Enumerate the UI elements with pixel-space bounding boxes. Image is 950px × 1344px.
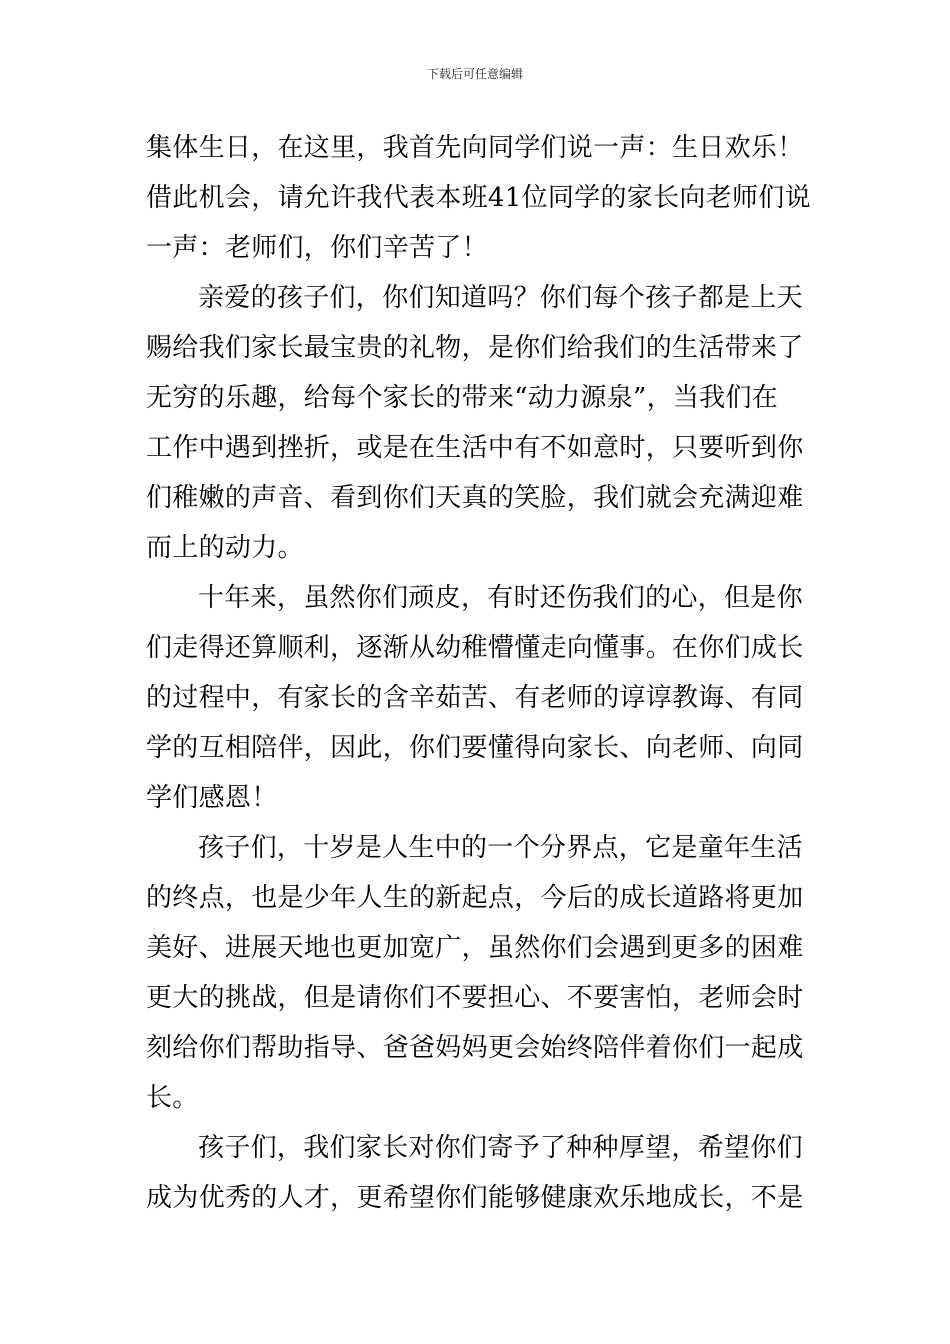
text-line: 孩子们，我们家长对你们寄予了种种厚望，希望你们 bbox=[198, 1133, 803, 1163]
text-line: 们稚嫩的声音、看到你们天真的笑脸，我们就会充满迎难 bbox=[146, 483, 804, 513]
text-line: 们走得还算顺利，逐渐从幼稚懵懂走向懂事。在你们成长 bbox=[146, 633, 804, 663]
document-body bbox=[146, 128, 811, 1228]
text-line: 长。 bbox=[146, 1083, 199, 1113]
text-line: 美好、进展天地也更加宽广，虽然你们会遇到更多的困难 bbox=[146, 933, 804, 963]
text-line: 的过程中，有家长的含辛茹苦、有老师的谆谆教诲、有同 bbox=[146, 683, 804, 713]
text-line: 成为优秀的人才，更希望你们能够健康欢乐地成长，不是 bbox=[146, 1183, 804, 1213]
text-line: 集体生日，在这里，我首先向同学们说一声：生日欢乐！ bbox=[146, 133, 804, 163]
text-line: 刻给你们帮助指导、爸爸妈妈更会始终陪伴着你们一起成 bbox=[146, 1033, 804, 1063]
paragraph bbox=[146, 128, 811, 278]
text-line: 工作中遇到挫折，或是在生活中有不如意时，只要听到你 bbox=[146, 433, 804, 463]
text-line: 赐给我们家长最宝贵的礼物，是你们给我们的生活带来了 bbox=[146, 333, 804, 363]
text-line: 孩子们，十岁是人生中的一个分界点，它是童年生活 bbox=[198, 833, 803, 863]
text-line: 一声：老师们，你们辛苦了！ bbox=[146, 233, 488, 263]
paragraph bbox=[146, 578, 808, 828]
text-line: 更大的挑战，但是请你们不要担心、不要害怕，老师会时 bbox=[146, 983, 804, 1013]
text-line: 学们感恩！ bbox=[146, 783, 278, 813]
paragraph bbox=[146, 828, 808, 1128]
text-line: 借此机会，请允许我代表本班41位同学的家长向老师们说 bbox=[146, 183, 811, 213]
text-line: 学的互相陪伴，因此，你们要懂得向家长、向老师、向同 bbox=[146, 733, 804, 763]
page-header: 下载后可任意编辑 bbox=[426, 67, 523, 81]
text-line: 的终点，也是少年人生的新起点，今后的成长道路将更加 bbox=[146, 883, 804, 913]
text-line: 亲爱的孩子们，你们知道吗？你们每个孩子都是上天 bbox=[198, 283, 803, 313]
text-line: 无穷的乐趣，给每个家长的带来“动力源泉”，当我们在 bbox=[146, 383, 779, 413]
text-line: 十年来，虽然你们顽皮，有时还伤我们的心，但是你 bbox=[198, 583, 803, 613]
text-line: 而上的动力。 bbox=[146, 533, 304, 563]
paragraph bbox=[146, 278, 808, 578]
paragraph bbox=[146, 1128, 808, 1228]
